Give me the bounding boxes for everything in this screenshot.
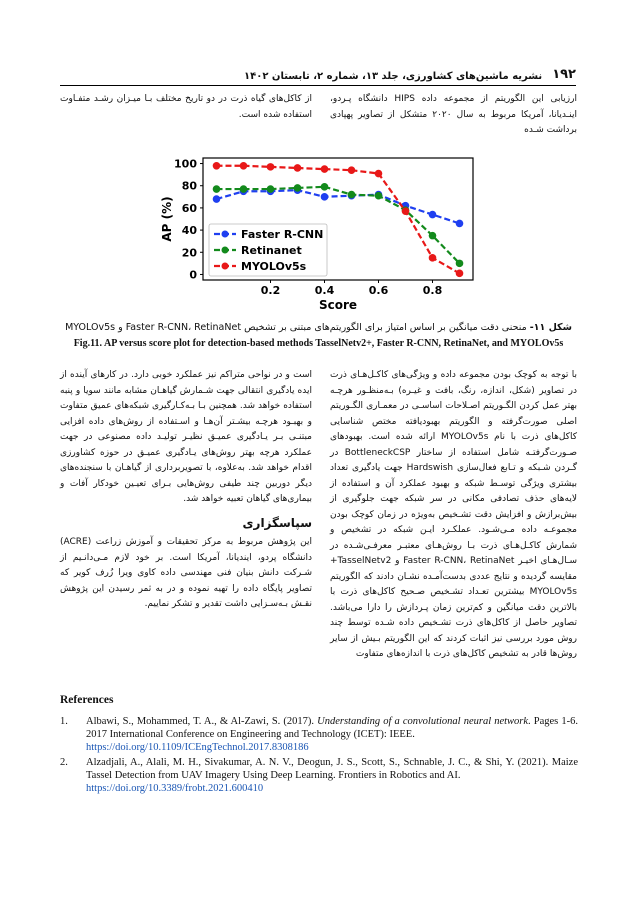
data-point: [240, 162, 248, 170]
data-point: [321, 193, 329, 201]
legend-label: Faster R-CNN: [241, 228, 324, 241]
reference-number: 1.: [60, 716, 68, 727]
body-right-text: با توجه به کوچک بودن مجموعه داده و ویژگی‌های کاکـل‌هـای ذرت در تصاویر (شکل، اندازه، رنگ، بافت و غیـره) بـه‌منظـور هرچـه بهتر عمل کردن الگـوریتم اصـلاحات اساسـی در معمـاری الگـوریتم اصلی صورت‌گرفته و الگوریتم بهبودیافته مختص شناسایی کاکل‌های ذرت با نام MYOLOv5s ارائه شده است. بهبودهای صـورت‌گرفتـه شامل استفاده از ساختار BottleneckCSP در گـردن شـبکه و تـابع فعال‌سازی Hardswish جهت یادگیری تعداد بیشتری ویژگی توسـط شبکه و بهبود عملکرد آن و استفاده از لایه‌های حذف تصادفی مکانی در سر شبکه جهت جلوگیری از بیش‌برازش و افزایش دقت تشـخیص به‌ویژه در زمان کوچک بودن مجموعـه داده مـی‌شـود. عملکـرد ایـن شبکه در تشخیص و شمارش کاکـل‌هـای ذرت بـا روش‌هـای معتبـر معرفـی‌شـده در سـال‌هـای اخیـر Faster R-CNN، RetinaNet و TasselNetv2+ مقایسه گردیده و نتایج عددی بدست‌آمـده نشـان دادند که الگوریتم MYOLOv5s بیشترین تعـداد تشـخیص صـحیح کاکل‌های ذرت با بالاترین دقت میانگین و کم‌ترین زمان پـردازش را دارا می‌باشد. تصاویر حاصل از کاکل‌های ذرت تشـخیص داده شـده توسط چند روش مورد بررسی نیز اثبات کردند که این الگوریتم بـیش از سایر روش‌ها قادر به تشخیص کاکل‌های ذرت با اندازه‌های متفاوت: [330, 370, 578, 659]
x-tick-label: 0.2: [260, 284, 281, 297]
top-right-paragraph: [330, 92, 577, 139]
caption-fa: [60, 320, 577, 336]
page-header: [60, 52, 576, 86]
reference-rest: Maize Tassel Detection from UAV Imagery Using Deep Learning. Frontiers in Robotics and AI.: [86, 757, 578, 781]
data-point: [213, 195, 221, 203]
data-point: [348, 166, 356, 174]
y-tick-label: 20: [181, 246, 197, 260]
x-tick-label: 0.6: [368, 284, 389, 297]
data-point: [429, 211, 437, 219]
paragraph-text: ارزیابی این الگوریتم از مجموعه داده HIPS دانشگاه پـردو، اینـدیانا، آمریکا مربوط به سال ۲۰۲۰ متشکل از تصاویر پهپادی برداشت شـده: [330, 94, 577, 135]
ap-score-chart: [155, 152, 485, 312]
data-point: [402, 207, 410, 215]
legend-label: MYOLOv5s: [241, 260, 307, 273]
data-point: [267, 185, 275, 193]
caption-en: Fig.11. AP versus score plot for detection-based methods TasselNetv2+, Faster R-CNN, RetinaNet, and MYOLOv5s: [73, 338, 564, 349]
reference-number: 2.: [60, 757, 68, 768]
journal-title: نشریه ماشین‌های کشاورزی، جلد ۱۳، شماره ۲، تابستان ۱۴۰۲: [244, 71, 543, 82]
legend-marker: [222, 247, 229, 254]
data-point: [456, 260, 464, 268]
data-point: [429, 254, 437, 262]
reference-item: [60, 715, 578, 754]
data-point: [375, 192, 383, 200]
reference-authors: Alzadjali, A., Alali, M. H., Sivakumar, A. N. V., Deogun, J. S., Scott, S., Schnable, J. C., & Shi, Y. (2021).: [86, 757, 552, 768]
data-point: [294, 164, 302, 172]
references-heading: References: [60, 694, 114, 706]
y-axis-label: AP (%): [160, 196, 174, 242]
reference-link[interactable]: https://doi.org/10.1109/ICEngTechnol.2017.8308186: [86, 742, 309, 753]
data-point: [348, 191, 356, 199]
data-point: [294, 184, 302, 192]
reference-item: [60, 756, 578, 795]
legend-marker: [222, 263, 229, 270]
paragraph-text: از کاکل‌های گیاه ذرت در دو تاریخ مختلف بـا میـزان رشـد متفـاوت استفاده شده است.: [60, 94, 312, 120]
caption-label: شکل ۱۱-: [529, 322, 572, 333]
data-point: [321, 183, 329, 191]
legend-marker: [222, 231, 229, 238]
chart-svg: [155, 152, 485, 312]
data-point: [240, 185, 248, 193]
data-point: [267, 163, 275, 171]
ack-heading: سپاسگزاری: [242, 515, 312, 530]
x-tick-label: 0.8: [422, 284, 443, 297]
reference-body: [86, 756, 578, 795]
y-tick-label: 80: [181, 179, 197, 193]
body-right-column: [330, 368, 577, 663]
y-tick-label: 0: [189, 268, 197, 282]
caption-fa-text: منحنی دقت میانگین بر اساس امتیاز برای الگوریتم‌های مبتنی بر تشخیص Faster R-CNN، RetinaNet و MYOLOv5s: [65, 322, 527, 333]
y-tick-label: 60: [181, 201, 197, 215]
data-point: [321, 165, 329, 173]
reference-link[interactable]: https://doi.org/10.3389/frobt.2021.600410: [86, 783, 264, 794]
data-point: [456, 220, 464, 228]
y-tick-label: 40: [181, 224, 197, 238]
reference-authors: Albawi, S., Mohammed, T. A., & Al-Zawi, S. (2017).: [86, 716, 318, 727]
top-left-paragraph: [60, 92, 312, 123]
legend-label: Retinanet: [241, 244, 302, 257]
x-tick-label: 0.4: [314, 284, 335, 297]
figure-caption: [60, 320, 577, 351]
reference-title: Understanding of a convolutional neural network: [317, 716, 529, 727]
references-section: [60, 694, 578, 797]
ack-text: این پژوهش مربوط به مرکز تحقیقات و آموزش زراعت (ACRE) دانشگاه پردو، ایندیانا، آمریکا است. بر خود لازم مـی‌دانـیم از شـرکت دانش بنیان فنی مهندسی داده کاوی ویرا زُرف کویر که تصاویر پایگاه داده را تهیه نموده و در به ثمر رسیدن این پژوهش نقـش بـه‌سـزایی داشت تقدیر و تشکر نماییم.: [60, 537, 312, 609]
y-tick-label: 100: [174, 157, 197, 171]
reference-rest: . Pages 1-6. 2017 International Conference on Engineering and Technology (ICET): IEEE.: [86, 716, 578, 740]
data-point: [429, 232, 437, 240]
body-left-column: [60, 368, 312, 613]
data-point: [375, 170, 383, 178]
data-point: [456, 270, 464, 278]
body-left-text: است و در نواحی متراکم نیز عملکرد خوبی دارد. در کارهای آینده از ایده یادگیری انتقالی جهت شـمارش گیاهـان مشابه مانند سویا و پنبه استفاده خواهد شد. همچنین بـا بـه‌کـارگیری شبکه‌های عمیق متفاوت و بهبـود هرچـه بیشـتر آن‌هـا و اسـتفاده از روش‌های داده افزایی مبتنـی بـر یـادگیری عمیـق نظیـر تولیـد داده مصنوعی در جهت عملکرد هرچه بهتر روش‌های یـادگیری عمیـق در حوزه کشاورزی اقدام خواهد شد. به‌علاوه، با تصویربرداری از گیاهـان با سنجنده‌های دیگر دوربین چند طیفی روش‌هایی بـرای تعیـین خودکار آفات و بیماری‌های گیاهان تعبیه خواهد شد.: [60, 370, 312, 504]
data-point: [213, 162, 221, 170]
data-point: [213, 185, 221, 193]
reference-body: [86, 715, 578, 754]
page-number: ۱۹۲: [552, 67, 576, 82]
x-axis-label: Score: [318, 298, 358, 312]
